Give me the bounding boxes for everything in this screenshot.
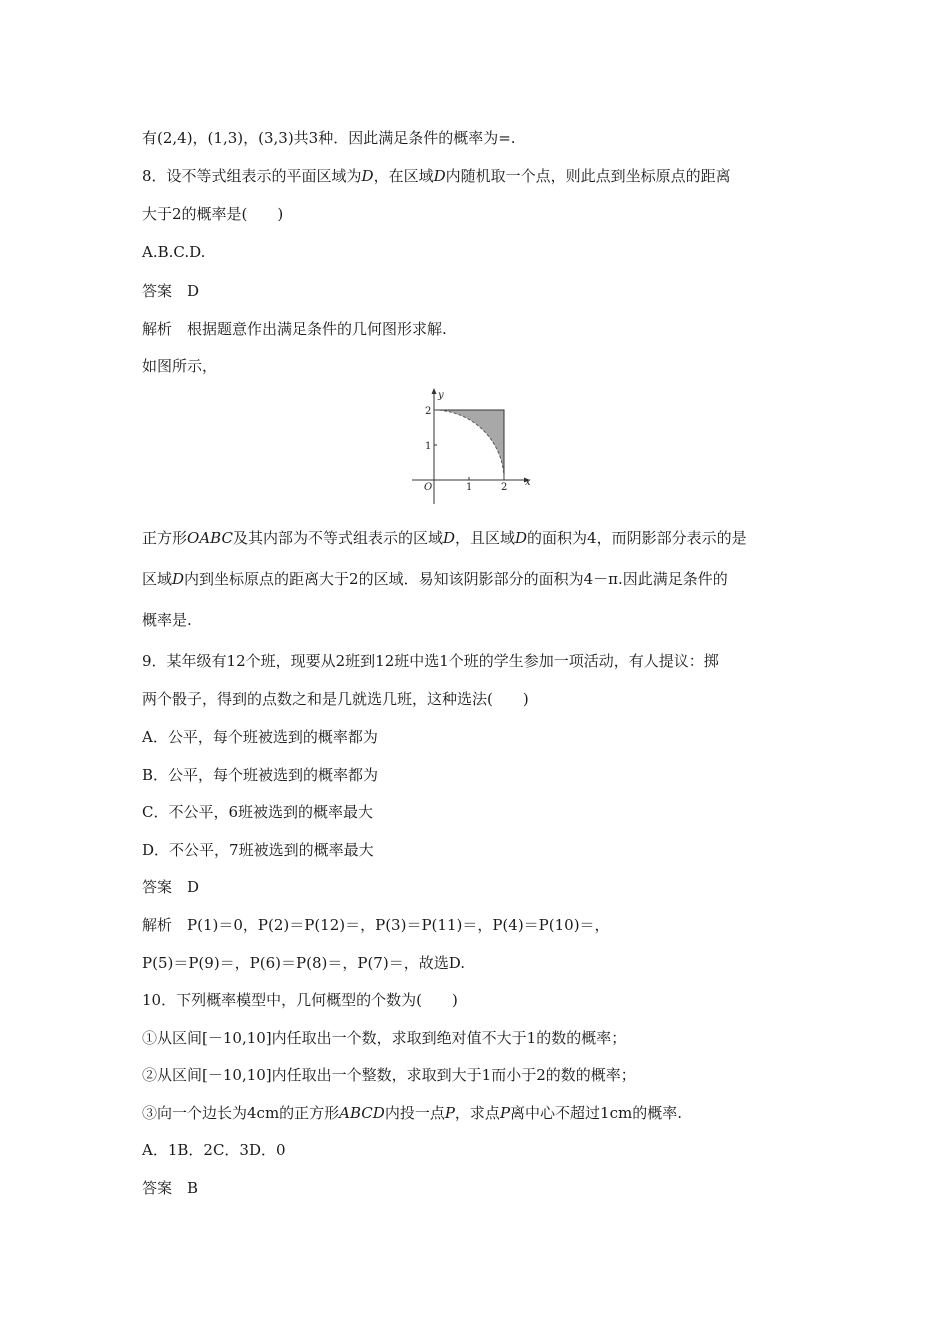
text-fragment: 及其内部为不等式组表示的区域: [232, 529, 443, 547]
axis-label-x: x: [525, 477, 531, 488]
variable-D: D: [433, 167, 446, 185]
question-8-stem-cont: 大于2的概率是( ): [142, 205, 284, 223]
question-9-option-b: B．公平，每个班被选到的概率都为: [142, 766, 379, 784]
variable-ABCD: ABCD: [339, 1104, 385, 1122]
question-9-option-a: A．公平，每个班被选到的概率都为: [142, 728, 378, 746]
variable-D: D: [172, 570, 185, 588]
question-10-item-2: ②从区间[－10,10]内任取出一个整数，求取到大于1而小于2的数的概率；: [142, 1066, 636, 1084]
variable-P: P: [499, 1104, 511, 1122]
variable-D: D: [361, 167, 374, 185]
text-fragment: 的面积为4，而阴影部分表示的是: [527, 529, 747, 547]
question-8-figure-intro: 如图所示，: [142, 357, 218, 375]
question-10-answer: 答案 B: [142, 1179, 199, 1197]
question-9-solution: 解析 P(1)＝0，P(2)＝P(12)＝，P(3)＝P(11)＝，P(4)＝P(10)＝，: [142, 916, 610, 934]
text-fragment: 内到坐标原点的距离大于2的区域．易知该阴影部分的面积为4－π.因此满足条件的: [184, 570, 728, 588]
variable-D: D: [515, 529, 528, 547]
question-10-stem: 10．下列概率模型中，几何概型的个数为( ): [142, 991, 458, 1009]
text-fragment: 区域: [142, 570, 173, 588]
axis-label-y: y: [438, 390, 444, 401]
text-fragment: 8．设不等式组表示的平面区域为: [142, 167, 362, 185]
question-8-solution: 解析 根据题意作出满足条件的几何图形求解.: [142, 320, 447, 338]
question-10-options: A．1B．2C．3D．0: [142, 1141, 286, 1159]
tick-label-x2: 2: [501, 482, 508, 493]
explanation-line: [142, 569, 728, 589]
question-9-option-c: C．不公平，6班被选到的概率最大: [142, 803, 374, 821]
text-fragment: ，且区域: [454, 529, 515, 547]
question-8-options: A.B.C.D.: [142, 243, 206, 261]
tick-label-x1: 1: [466, 482, 473, 493]
variable-D: D: [442, 529, 455, 547]
question-9-stem-cont: 两个骰子，得到的点数之和是几就选几班，这种选法( ): [142, 690, 529, 708]
variable-P: P: [444, 1104, 455, 1122]
variable-OABC: OABC: [187, 529, 233, 547]
explanation-line: 概率是.: [142, 611, 192, 629]
text-fragment: 内投一点: [384, 1104, 445, 1122]
text-fragment: 正方形: [142, 529, 188, 547]
text-fragment: ，求点: [454, 1104, 500, 1122]
question-9-option-d: D．不公平，7班被选到的概率最大: [142, 841, 374, 859]
region-figure: [408, 386, 536, 506]
explanation-line: [142, 528, 747, 548]
question-8-stem: [142, 166, 731, 186]
tick-label-y1: 1: [425, 441, 432, 452]
text-fragment: ③向一个边长为4cm的正方形: [142, 1104, 340, 1122]
text-fragment: 离中心不超过1cm的概率.: [510, 1104, 682, 1122]
y-axis-arrow: [432, 388, 437, 394]
text-line: 有(2,4)，(1,3)，(3,3)共3种．因此满足条件的概率为=.: [142, 129, 516, 147]
tick-label-y2: 2: [425, 406, 432, 417]
text-fragment: ，在区域: [373, 167, 434, 185]
question-8-answer: 答案 D: [142, 282, 200, 300]
origin-label: O: [424, 482, 433, 493]
question-9-solution-cont: P(5)＝P(9)＝，P(6)＝P(8)＝，P(7)＝，故选D.: [142, 954, 465, 972]
text-fragment: 内随机取一个点，则此点到坐标原点的距离: [445, 167, 731, 185]
question-9-stem: 9．某年级有12个班，现要从2班到12班中选1个班的学生参加一项活动，有人提议：掷: [142, 652, 719, 670]
question-10-item-3: [142, 1103, 682, 1123]
shaded-region: [434, 410, 504, 480]
question-10-item-1: ①从区间[－10,10]内任取出一个数，求取到绝对值不大于1的数的概率；: [142, 1029, 627, 1047]
question-9-answer: 答案 D: [142, 878, 200, 896]
